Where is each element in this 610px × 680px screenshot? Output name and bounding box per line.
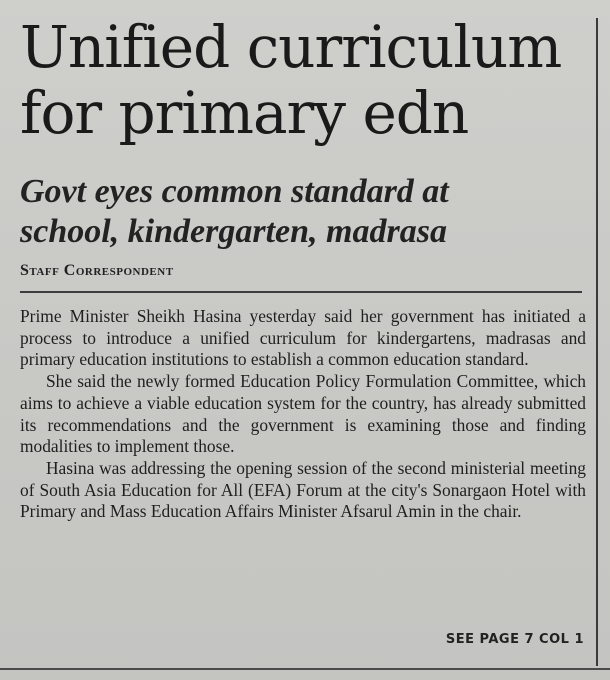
column-rule (596, 18, 598, 666)
byline-rule (20, 291, 582, 293)
subheadline (20, 172, 590, 252)
article-body (20, 306, 586, 523)
continued-on-page-link[interactable]: SEE PAGE 7 COL 1 (445, 632, 584, 647)
headline-line-1: Unified curriculum (20, 13, 562, 81)
byline: Staff Correspondent (20, 262, 174, 279)
bottom-rule (0, 668, 610, 670)
subheadline-line-2: school, kindergarten, madrasa (20, 213, 447, 250)
paragraph-1: Prime Minister Sheikh Hasina yesterday said her government has initiated a process to introduce a unified curriculum for kindergartens, madrasas and primary education institutions to establish a common education standard. (20, 306, 586, 370)
headline (20, 14, 590, 146)
paragraph-2: She said the newly formed Education Policy Formulation Committee, which aims to achieve a viable education system for the country, has already submitted its recommendations and the government is examining those and finding modalities to implement those. (20, 371, 586, 457)
headline-line-2: for primary edn (20, 79, 469, 147)
subheadline-line-1: Govt eyes common standard at (20, 173, 449, 210)
paragraph-3: Hasina was addressing the opening session of the second ministerial meeting of South Asia Education for All (EFA) Forum at the city's Sonargaon Hotel with Primary and Mass Education Affairs Minister Afsarul Amin in the chair. (20, 457, 586, 522)
